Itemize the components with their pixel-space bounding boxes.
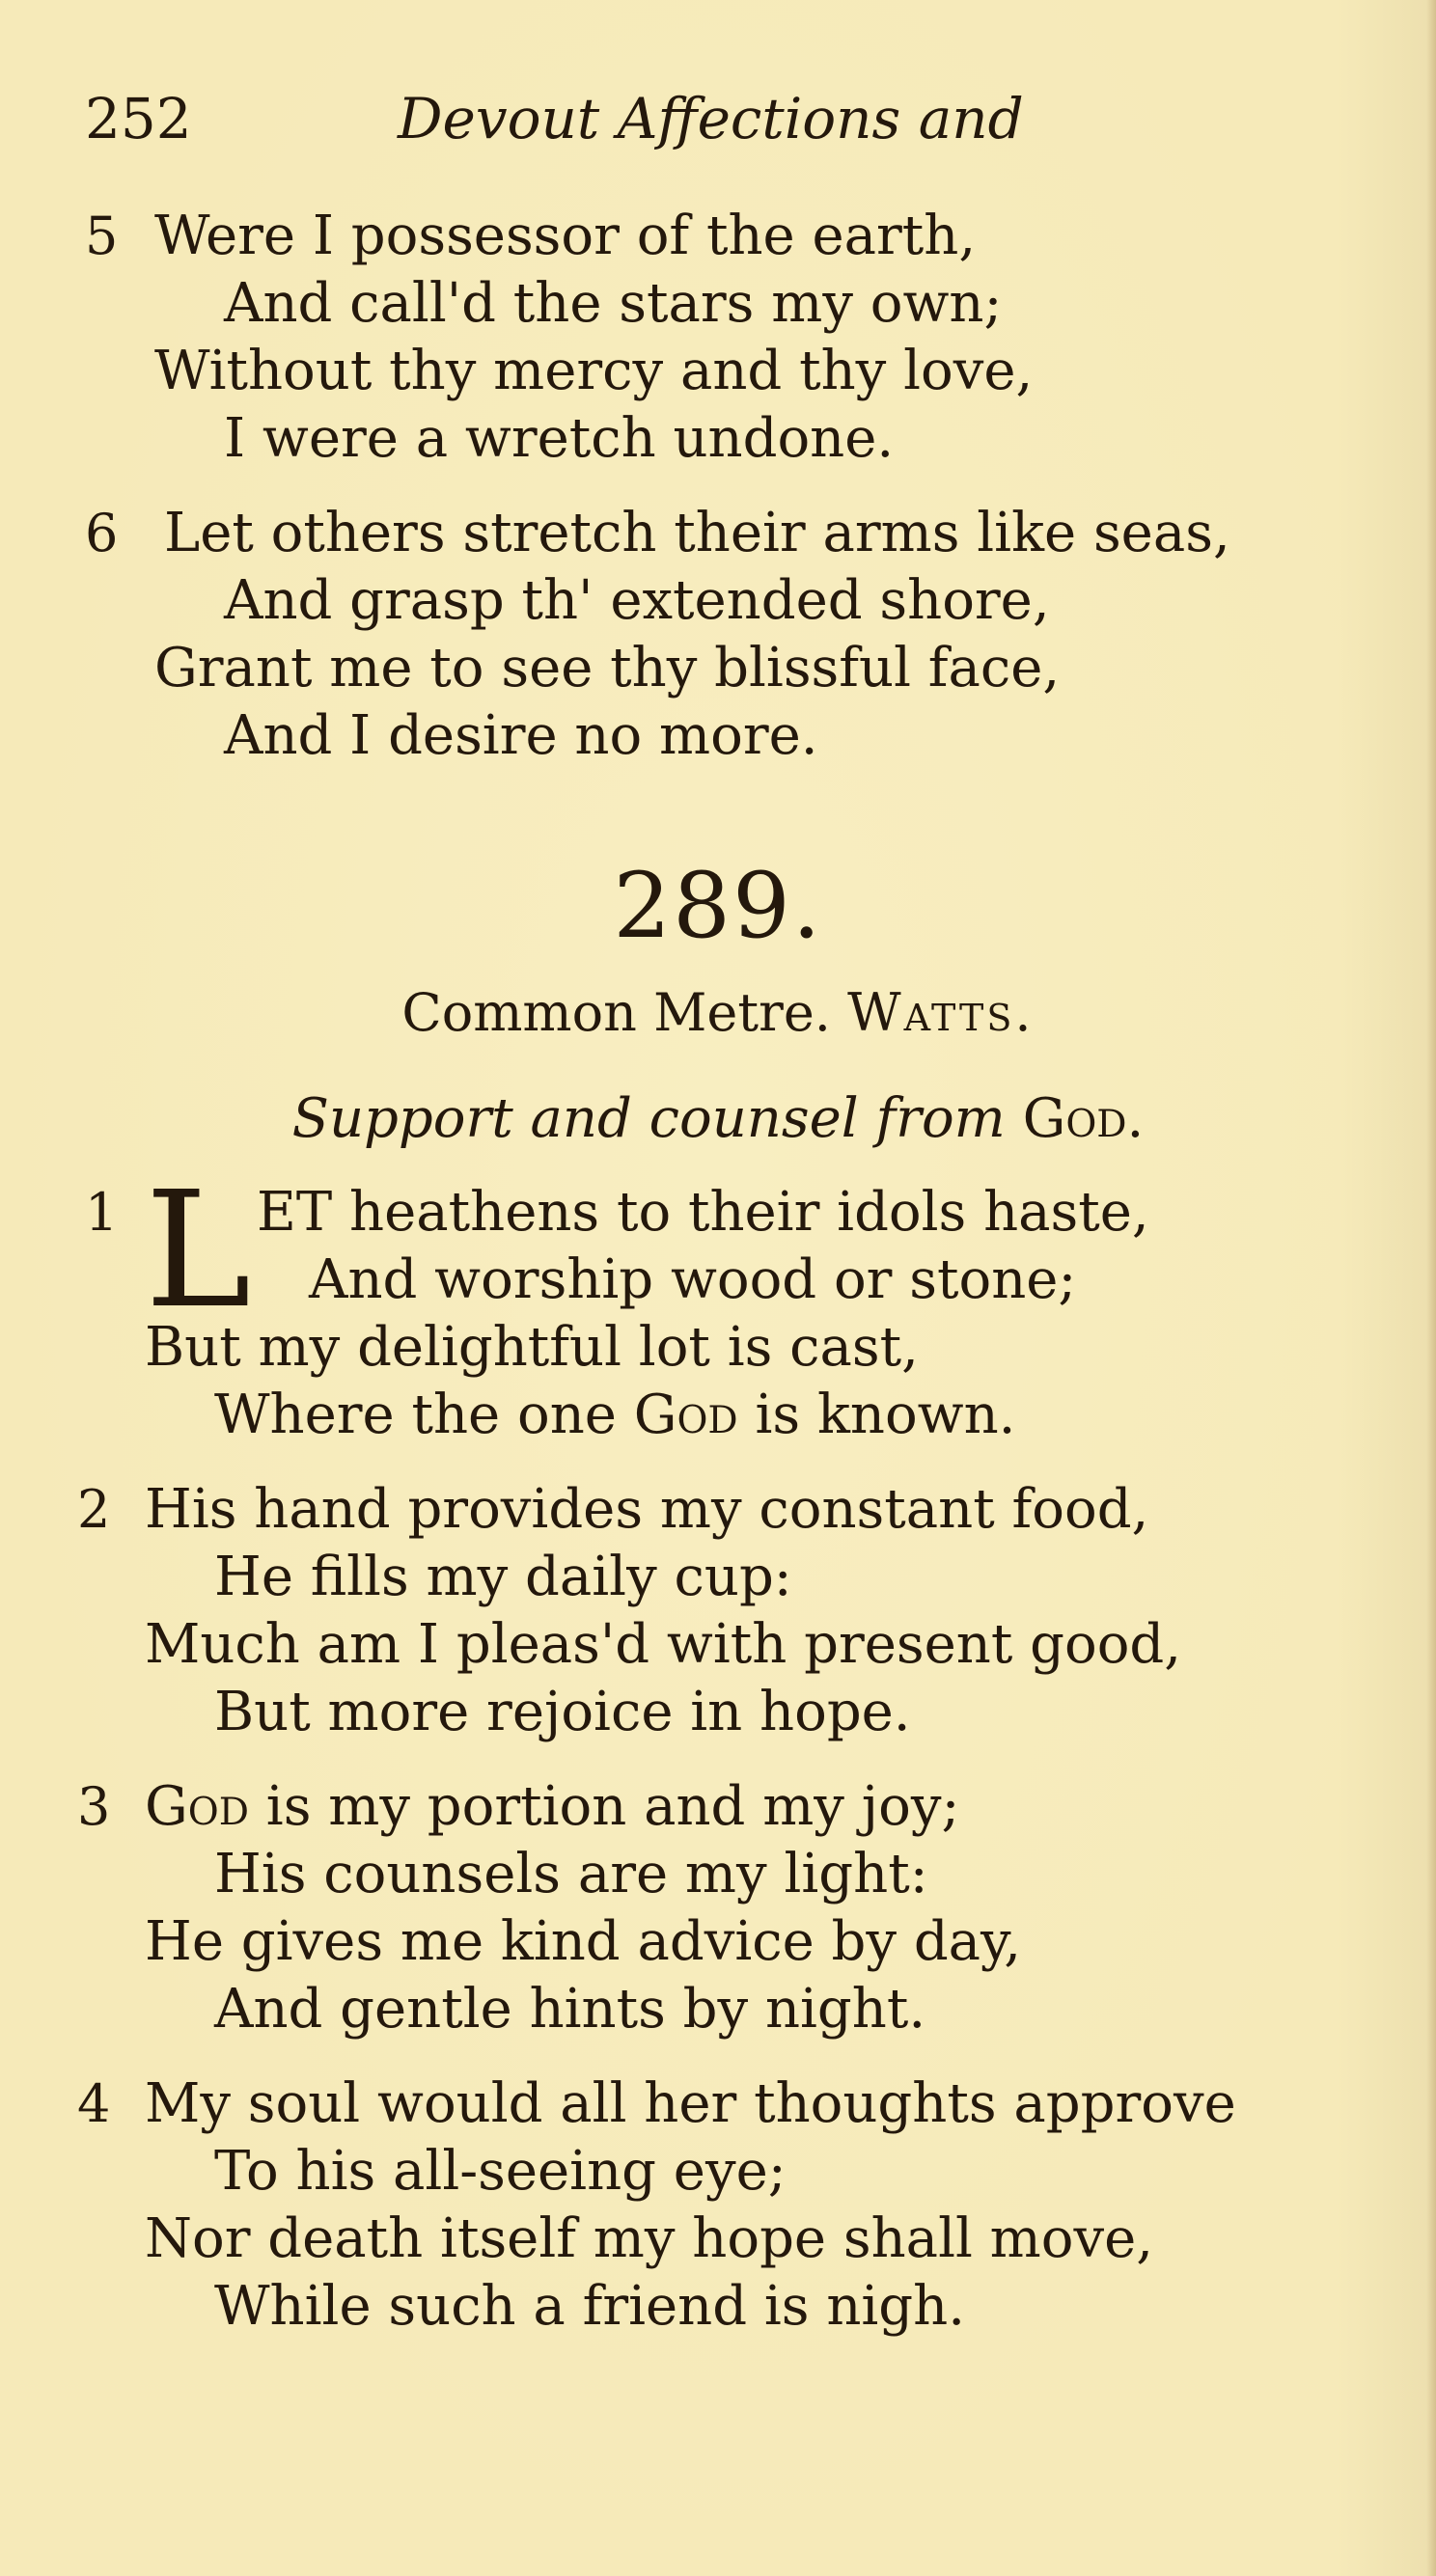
hymn-line: God is my portion and my joy;: [145, 1775, 960, 1838]
page-number: 252: [85, 86, 192, 151]
hymn-line: Where the one God is known.: [214, 1384, 1016, 1446]
hymn-line: While such a friend is nigh.: [214, 2275, 966, 2338]
hymn-meter-line: [0, 974, 1436, 1052]
hymn-line: ET heathens to their idols haste,: [257, 1181, 1149, 1244]
author: Watts.: [847, 982, 1035, 1043]
hymn-line: His counsels are my light:: [214, 1843, 928, 1905]
hymn-line: And gentle hints by night.: [214, 1978, 926, 2041]
hymn-line: Without thy mercy and thy love,: [154, 340, 1034, 402]
hymn-line: His hand provides my constant food,: [145, 1478, 1149, 1541]
page-header: [0, 75, 1436, 162]
hymn-line: And call'd the stars my own;: [224, 272, 1003, 335]
meter: Common Metre.: [401, 982, 831, 1043]
hymn-subject: [0, 1081, 1436, 1158]
hymn-line: To his all-seeing eye;: [214, 2140, 787, 2203]
hymn-line: Grant me to see thy blissful face,: [154, 637, 1061, 699]
subject-text: Support and counsel from: [291, 1087, 1006, 1150]
stanza-number: 5: [85, 206, 119, 266]
hymn-line: I were a wretch undone.: [224, 407, 895, 470]
running-title: Devout Affections and: [398, 86, 1024, 151]
stanza-number: 3: [77, 1776, 111, 1837]
hymn-line: Much am I pleas'd with present good,: [145, 1613, 1182, 1676]
hymn-line: And worship wood or stone;: [309, 1248, 1077, 1311]
hymn-line: He gives me kind advice by day,: [145, 1910, 1022, 1973]
hymn-line: My soul would all her thoughts approve: [145, 2072, 1236, 2135]
subject-god: God.: [1022, 1087, 1145, 1150]
hymn-line: Nor death itself my hope shall move,: [145, 2207, 1154, 2270]
stanza-number: 4: [77, 2073, 111, 2134]
hymn-line: Were I possessor of the earth,: [154, 205, 977, 267]
hymn-number: 289.: [613, 854, 823, 959]
hymn-line: But more rejoice in hope.: [214, 1681, 911, 1743]
hymn-line: And grasp th' extended shore,: [224, 569, 1050, 632]
drop-cap: L: [145, 1158, 252, 1344]
stanza-number: 1: [85, 1182, 119, 1243]
page-edge-shadow: [1426, 0, 1436, 2576]
hymn-line: Let others stretch their arms like seas,: [164, 502, 1230, 564]
hymn-line: But my delightful lot is cast,: [145, 1316, 919, 1379]
hymn-line: He fills my daily cup:: [214, 1546, 792, 1608]
hymn-line: And I desire no more.: [224, 704, 818, 767]
stanza-number: 6: [85, 503, 119, 563]
stanza-number: 2: [77, 1479, 111, 1540]
